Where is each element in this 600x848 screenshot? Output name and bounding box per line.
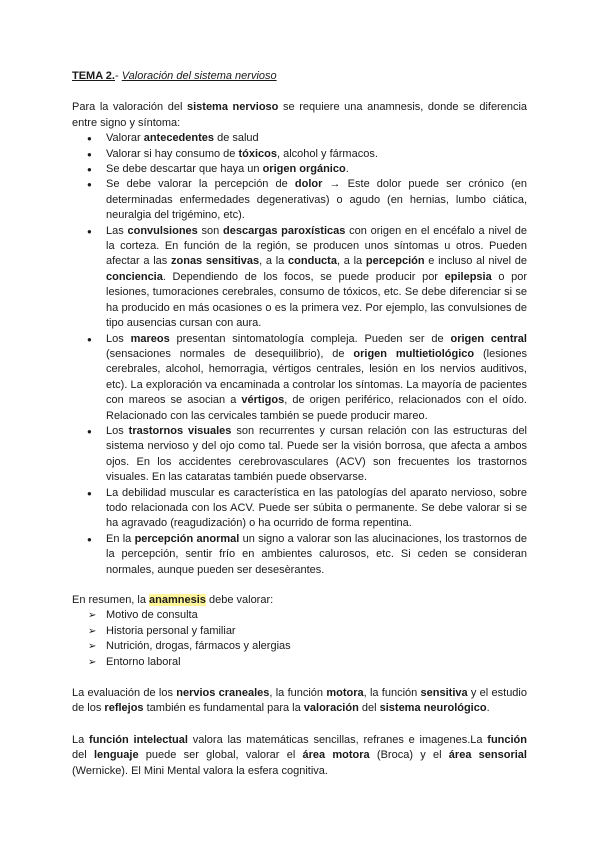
spacer [72,670,527,686]
text: son [197,224,224,237]
text: Los [106,332,131,345]
keyword: sensitiva [420,687,468,700]
text: Valorar [106,132,144,145]
list-item: ➢ Motivo de consulta [72,608,527,623]
keyword: motora [326,687,364,700]
text: con origen en el encéfalo a nivel de la corteza. En función de la región, se producen unos síntomas u otros. Pueden afectar a las [106,224,528,268]
symptoms-list [72,131,527,578]
keyword: convulsiones [127,224,198,237]
list-item: ➢ Entorno laboral [72,655,527,670]
text: La [72,733,90,746]
text: Las [106,224,128,237]
text: , alcohol y fármacos. [277,147,378,160]
text: de salud [214,132,259,145]
text: debe valorar: [205,594,274,606]
text: también es fundamental para la [143,702,304,715]
keyword: conducta [288,255,337,268]
list-item-convulsiones [72,224,527,332]
text: presentan sintomatología compleja. Pueden ser de [169,332,451,345]
list-item-debilidad-muscular [72,486,527,532]
text: del [358,702,380,715]
text: En la [106,532,135,545]
list-item-dolor [72,177,527,223]
list-item-origen-organico [72,162,527,177]
text: , a la [336,255,366,268]
text: , a la [259,255,289,268]
list-item-antecedentes [72,131,527,146]
text: se requiere una anamnesis, donde se diferencia entre signo y síntoma: [72,101,528,129]
keyword: origen central [450,332,527,345]
keyword: sistema neurológico [379,702,487,715]
page-title [72,69,527,84]
text: . [345,163,349,176]
keyword: valoración [303,702,359,715]
title-subtitle: Valoración del sistema nervioso [121,70,277,82]
summary-paragraph [72,593,527,608]
text: puede ser global, valorar el [138,749,303,762]
text: e incluso al nivel de [424,255,528,268]
keyword: área sensorial [448,749,527,762]
keyword: conciencia [106,270,163,283]
keyword: vértigos [241,394,285,407]
text: (lesiones cerebrales, alcohol, hemorragia, vértigos centrales, lesión en los nervios auditivos, etc). La exploración va encaminada a controlar los síntomas. La mayoría de pacientes con mareos se asocian a [106,347,528,407]
text: (sensaciones normales de desequilibrio), de [106,347,354,360]
text: Los [106,424,129,437]
keyword: área motora [302,749,370,762]
text: La debilidad muscular es característica en las patologías del aparato nervioso, sobre todo relacionada con los ACV. Puede ser súbita o permanente. Se debe valorar si se ha agravado (reagudización) o ha ocurrido de forma repentina. [106,486,527,530]
text: , la función [269,687,327,700]
keyword: nervios craneales [176,687,270,700]
text: son recurrentes y cursan relación con las estructuras del sistema nervioso y del ojo como tal. Puede ser la visión borrosa, que afecta a ambos ojos. En los accidentes cerebrovasculares (ACV) son frecuentes los trastornos visuales. En las cataratas también puede observarse. [106,424,528,484]
text: un signo a valorar son las alucinaciones, los trastornos de la percepción, sentir frío en ambientes calurosos, etc. Si ceden se consideran normales, aunque pueden ser desesèrantes. [106,532,527,576]
keyword: origen multietiológico [353,347,475,360]
text: Se debe valorar la percepción de [106,178,295,191]
keyword: descargas paroxísticas [223,224,346,237]
text: La evaluación de los [72,687,177,700]
keyword: lenguaje [93,749,139,762]
text: o por lesiones, tumoraciones cerebrales, consumo de tóxicos, etc. Se debe diferenciar si se ha producido en más ocasiones o es la primera vez. Por ejemplo, las convulsiones de tipo ausencias cursan con aura. [106,270,527,330]
keyword: trastornos visuales [128,424,232,437]
list-item: ➢ Nutrición, drogas, fármacos y alergias [72,639,527,654]
text: , de origen periférico, relacionados con el oído. Relacionado con las cervicales también se puede producir mareo. [106,394,527,422]
text: , la función [363,687,421,700]
keyword: percepción [365,255,425,268]
list-item: ➢ Historia personal y familiar [72,624,527,639]
text: En resumen, la [72,594,150,606]
spacer [72,578,527,593]
keyword: tóxicos [238,147,277,160]
keyword: dolor [294,178,323,191]
keyword: función intelectual [89,733,188,746]
keyword: reflejos [104,702,144,715]
spacer [72,717,527,733]
keyword: sistema nervioso [186,101,279,114]
keyword: función [487,733,527,746]
list-item-toxicos [72,147,527,162]
text: del [72,749,94,762]
keyword: percepción anormal [134,532,240,545]
intro-paragraph [72,100,527,131]
list-item-percepcion-anormal [72,532,527,578]
text: Para la valoración del [72,101,187,114]
title-tema: TEMA 2. [72,70,115,82]
text: Se debe descartar que haya un [106,163,263,176]
text: (Broca) y el [369,749,449,762]
text: → Este dolor puede ser crónico (en determinadas enfermedades degenerativas) o agudo (en hernias, lumbo ciática, neuralgia del trigémino, etc). [106,178,528,222]
evaluation-paragraph [72,686,527,717]
keyword: origen orgánico [262,163,346,176]
keyword: epilepsia [444,270,492,283]
summary-list [72,608,527,670]
text: . Dependiendo de los focos, se puede producir por [162,270,445,283]
highlighted-keyword: anamnesis [149,594,206,606]
text: . [486,702,490,715]
title-separator: - [115,70,122,82]
text: y el estudio de los [72,687,527,715]
keyword: mareos [130,332,170,345]
text: valora las matemáticas sencillas, refranes e imagenes.La [187,733,488,746]
keyword: zonas sensitivas [171,255,260,268]
document-body [72,69,527,779]
text: Valorar si hay consumo de [106,147,239,160]
text: (Wernicke). El Mini Mental valora la esfera cognitiva. [72,764,328,777]
list-item-trastornos-visuales [72,424,527,486]
list-item-mareos [72,332,527,424]
keyword: antecedentes [143,132,215,145]
intellectual-function-paragraph [72,733,527,779]
